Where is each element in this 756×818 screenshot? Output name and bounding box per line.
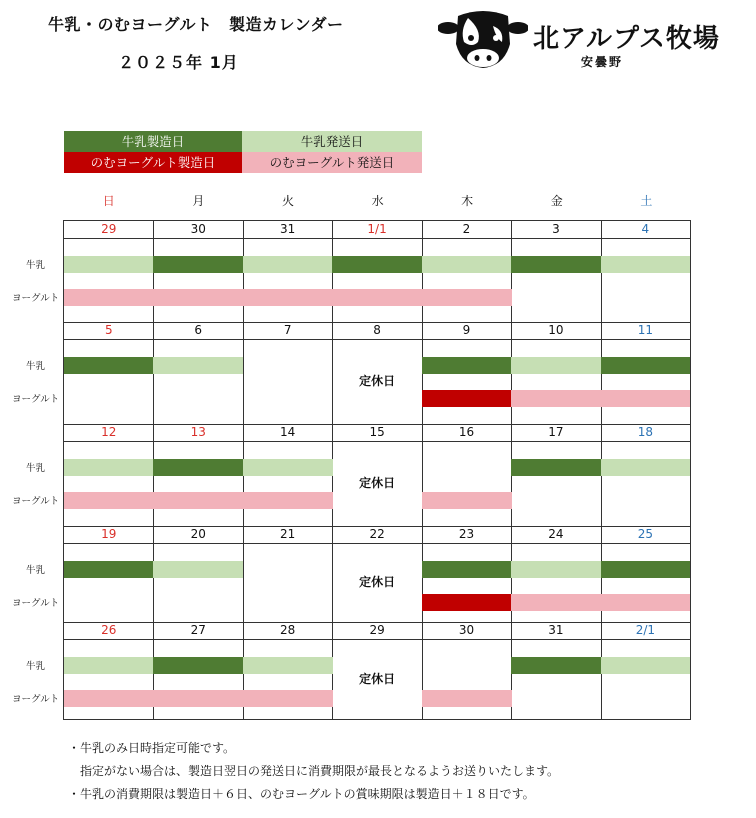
milk-shipping-bar [243, 256, 333, 273]
milk-shipping-bar [511, 357, 601, 374]
calendar-date: 18 [637, 425, 653, 439]
milk-shipping-bar [64, 657, 154, 674]
calendar-date: 31 [280, 222, 296, 236]
milk-production-bar [153, 657, 243, 674]
row-label-yogurt: ヨーグルト [12, 598, 60, 609]
date-divider [64, 441, 690, 442]
calendar-date: 21 [280, 527, 296, 541]
calendar-date: 28 [280, 623, 296, 637]
weekday-label: 木 [461, 194, 474, 208]
milk-production-bar [511, 459, 601, 476]
calendar-date: 9 [462, 323, 471, 337]
milk-production-bar [422, 357, 512, 374]
calendar-date: 8 [373, 323, 381, 337]
calendar-date: 19 [101, 527, 117, 541]
calendar-date: 13 [190, 425, 206, 439]
yogurt-shipping-bar [64, 690, 154, 707]
row-label-yogurt: ヨーグルト [12, 496, 60, 507]
yogurt-shipping-bar [601, 594, 690, 611]
milk-shipping-bar [64, 459, 154, 476]
date-divider [64, 339, 690, 340]
row-label-milk: 牛乳 [26, 361, 46, 372]
row-label-milk: 牛乳 [26, 260, 46, 271]
calendar-date: 25 [637, 527, 653, 541]
calendar-date: 20 [190, 527, 206, 541]
legend-milk-production: 牛乳製造日 [64, 131, 242, 152]
weekday-label: 土 [640, 194, 653, 208]
milk-shipping-bar [422, 256, 512, 273]
yogurt-shipping-bar [601, 390, 690, 407]
milk-production-bar [422, 561, 512, 578]
calendar-date: 31 [548, 623, 564, 637]
weekday-label: 金 [550, 194, 563, 208]
calendar-date: 29 [101, 222, 117, 236]
brand-name: 北アルプス牧場 [533, 24, 720, 54]
notes [68, 737, 559, 806]
note-1: ・牛乳のみ日時指定可能です。 [68, 741, 236, 755]
note-3: ・牛乳の消費期限は製造日＋６日、のむヨーグルトの賞味期限は製造日＋１８日です。 [68, 787, 535, 801]
yogurt-production-bar [422, 594, 512, 611]
calendar-date: 6 [194, 323, 203, 337]
calendar-date: 14 [280, 425, 296, 439]
row-label-yogurt: ヨーグルト [12, 694, 60, 705]
calendar-date: 22 [369, 527, 385, 541]
yogurt-shipping-bar [332, 289, 422, 306]
calendar-date: 7 [283, 323, 292, 337]
milk-production-bar [153, 459, 243, 476]
calendar-date: 16 [458, 425, 475, 439]
date-divider [64, 238, 690, 239]
weekday-header [64, 192, 691, 210]
calendar-date: 1/1 [367, 222, 387, 236]
yogurt-shipping-bar [153, 492, 243, 509]
yogurt-shipping-bar [422, 492, 512, 509]
holiday-label: 定休日 [359, 575, 396, 589]
brand-place: 安曇野 [581, 55, 624, 69]
calendar-date: 2/1 [635, 623, 656, 637]
date-divider [64, 639, 690, 640]
milk-shipping-bar [64, 256, 154, 273]
date-divider [64, 543, 690, 544]
calendar-date: 15 [369, 425, 385, 439]
page-subtitle: ２０２５年 1月 [118, 53, 239, 72]
calendar-date: 30 [190, 222, 206, 236]
calendar-date: 4 [641, 222, 650, 236]
yogurt-shipping-bar [243, 492, 333, 509]
calendar-date: 2 [462, 222, 471, 236]
calendar-grid [63, 220, 691, 720]
row-label-yogurt: ヨーグルト [12, 293, 60, 304]
calendar-date: 26 [101, 623, 117, 637]
milk-shipping-bar [601, 657, 690, 674]
row-label-milk: 牛乳 [26, 565, 46, 576]
weekday-label: 月 [192, 194, 205, 208]
legend-milk-shipping: 牛乳発送日 [242, 131, 422, 152]
milk-production-bar [153, 256, 243, 273]
milk-shipping-bar [601, 459, 690, 476]
calendar-date: 29 [369, 623, 385, 637]
milk-shipping-bar [243, 657, 333, 674]
yogurt-shipping-bar [153, 289, 243, 306]
yogurt-shipping-bar [153, 690, 243, 707]
milk-production-bar [511, 657, 601, 674]
yogurt-production-bar [422, 390, 512, 407]
calendar-date: 3 [552, 222, 560, 236]
yogurt-shipping-bar [64, 289, 154, 306]
calendar-date: 30 [458, 623, 475, 637]
legend-yogurt-production: のむヨーグルト製造日 [64, 152, 242, 173]
milk-shipping-bar [511, 561, 601, 578]
milk-production-bar [511, 256, 601, 273]
legend-yogurt-shipping: のむヨーグルト発送日 [242, 152, 422, 173]
yogurt-shipping-bar [64, 492, 154, 509]
calendar-date: 23 [458, 527, 475, 541]
milk-shipping-bar [601, 256, 690, 273]
milk-shipping-bar [153, 357, 243, 374]
calendar-date: 17 [548, 425, 564, 439]
calendar-date: 5 [104, 323, 113, 337]
weekday-label: 日 [102, 194, 115, 208]
yogurt-shipping-bar [243, 690, 333, 707]
milk-shipping-bar [243, 459, 333, 476]
yogurt-shipping-bar [243, 289, 333, 306]
page-title: 牛乳・のむヨーグルト 製造カレンダー [48, 15, 344, 34]
row-label-yogurt: ヨーグルト [12, 394, 60, 405]
calendar-date: 11 [637, 323, 653, 337]
milk-production-bar [64, 357, 154, 374]
milk-production-bar [601, 561, 690, 578]
row-label-milk: 牛乳 [26, 463, 46, 474]
milk-production-bar [64, 561, 154, 578]
holiday-label: 定休日 [359, 374, 396, 388]
holiday-label: 定休日 [359, 476, 396, 490]
holiday-label: 定休日 [359, 671, 396, 686]
calendar-date: 10 [548, 323, 564, 337]
calendar-date: 27 [190, 623, 206, 637]
cow-icon [438, 8, 528, 70]
calendar-date: 12 [101, 425, 117, 439]
yogurt-shipping-bar [511, 390, 601, 407]
weekday-label: 火 [281, 194, 294, 208]
weekday-label: 水 [371, 194, 384, 208]
calendar-date: 24 [548, 527, 564, 541]
milk-shipping-bar [153, 561, 243, 578]
yogurt-shipping-bar [511, 594, 601, 611]
row-label-milk: 牛乳 [26, 661, 46, 672]
yogurt-shipping-bar [422, 289, 512, 306]
yogurt-shipping-bar [422, 690, 512, 707]
milk-production-bar [601, 357, 690, 374]
brand-logo [438, 8, 720, 72]
note-2: 指定がない場合は、製造日翌日の発送日に消費期限が最長となるようお送りいたします。 [68, 764, 560, 778]
milk-production-bar [332, 256, 422, 273]
